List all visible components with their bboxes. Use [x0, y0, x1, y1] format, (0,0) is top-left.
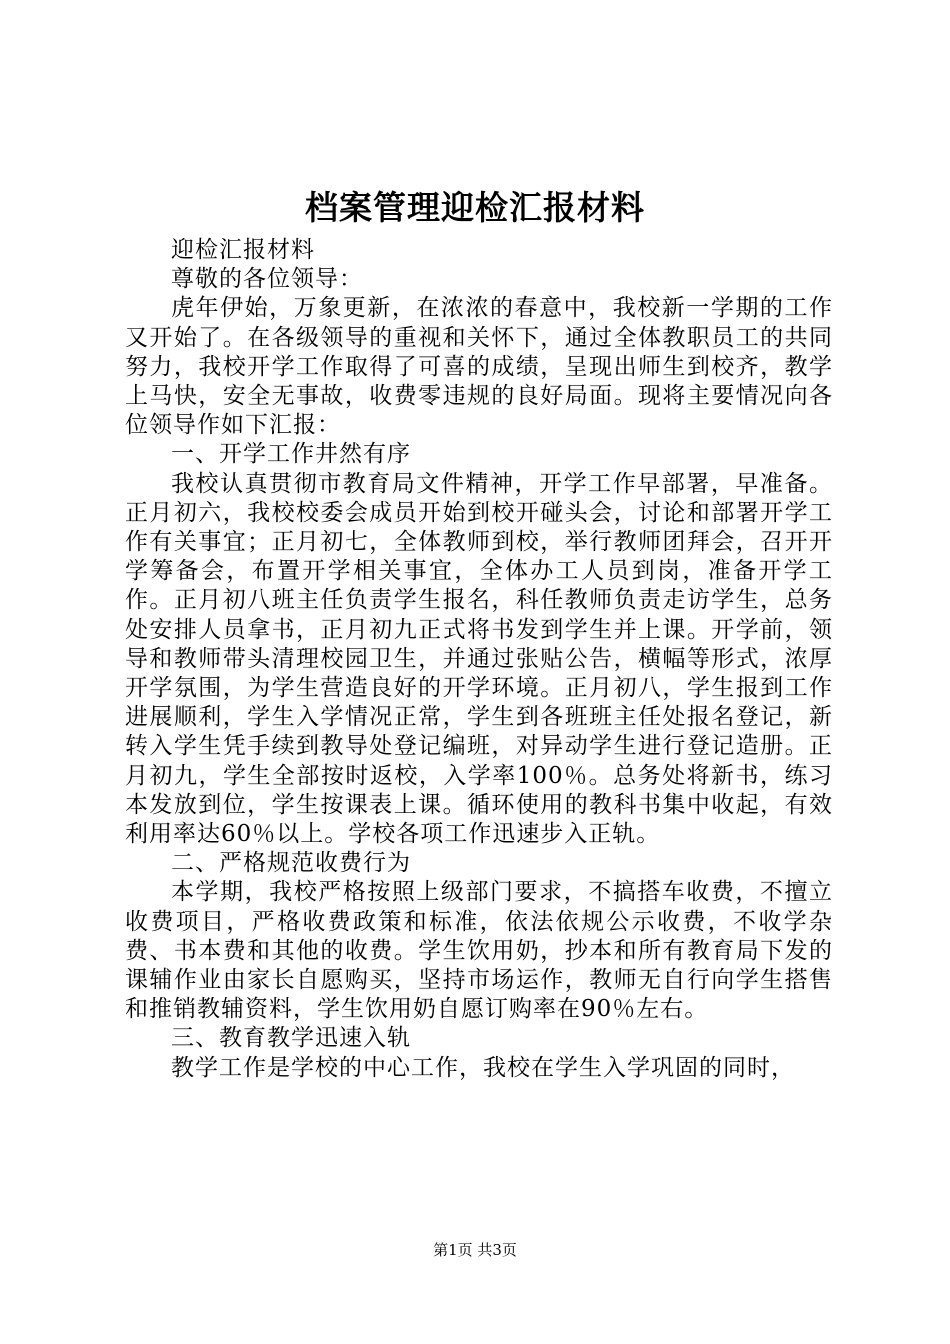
page-footer: 第1页 共3页 — [433, 1241, 517, 1259]
paragraph-heading-line: 迎检汇报材料 — [171, 237, 315, 263]
paragraph-section-1: 我校认真贯彻市教育局文件精神，开学工作早部署，早准备。正月初六，我校校委会成员开始到校开碰头会，讨论和部署开学工作有关事宜；正月初七，全体教师到校，举行教师团拜会，召开开学筹备会，布置开学相关事宜，全体办工人员到岗，准备开学工作。正月初八班主任负责学生报名，科任教师负责走访学生，总务处安排人员拿书，正月初九正式将书发到学生并上课。开学前，领导和教师带头清理校园卫生，并通过张贴公告，横幅等形式，浓厚开学氛围，为学生营造良好的开学环境。正月初八，学生报到工作进展顺利，学生入学情况正常，学生到各班班主任处报名登记，新转入学生凭手续到教导处登记编班，对异动学生进行登记造册。正月初九，学生全部按时返校，入学率100％。总务处将新书，练习本发放到位，学生按课表上课。循环使用的教科书集中收起，有效利用率达60％以上。学校各项工作迅速步入正轨。 — [125, 470, 833, 848]
section-heading-2: 二、严格规范收费行为 — [171, 850, 411, 877]
paragraph-section-2: 本学期，我校严格按照上级部门要求，不搞搭车收费，不擅立收费项目，严格收费政策和标准，依法依规公示收费，不收学杂费、书本费和其他的收费。学生饮用奶，抄本和所有教育局下发的课辅作业由家长自愿购买，坚持市场运作，教师无自行向学生搭售和推销教辅资料，学生饮用奶自愿订购率在90％左右。 — [125, 879, 833, 1023]
document-title: 档案管理迎检汇报材料 — [305, 188, 645, 227]
paragraph-section-3: 教学工作是学校的中心工作，我校在学生入学巩固的同时， — [171, 1054, 795, 1081]
section-heading-3: 三、教育教学迅速入轨 — [171, 1025, 411, 1052]
paragraph-intro: 虎年伊始，万象更新，在浓浓的春意中，我校新一学期的工作又开始了。在各级领导的重视和关怀下，通过全体教职员工的共同努力，我校开学工作取得了可喜的成绩，呈现出师生到校齐，教学上马快，安全无事故，收费零违规的良好局面。现将主要情况向各位领导作如下汇报： — [125, 295, 833, 439]
document-body — [125, 236, 833, 1083]
paragraph-salutation: 尊敬的各位领导： — [171, 266, 363, 293]
section-heading-1: 一、开学工作井然有序 — [171, 441, 411, 468]
